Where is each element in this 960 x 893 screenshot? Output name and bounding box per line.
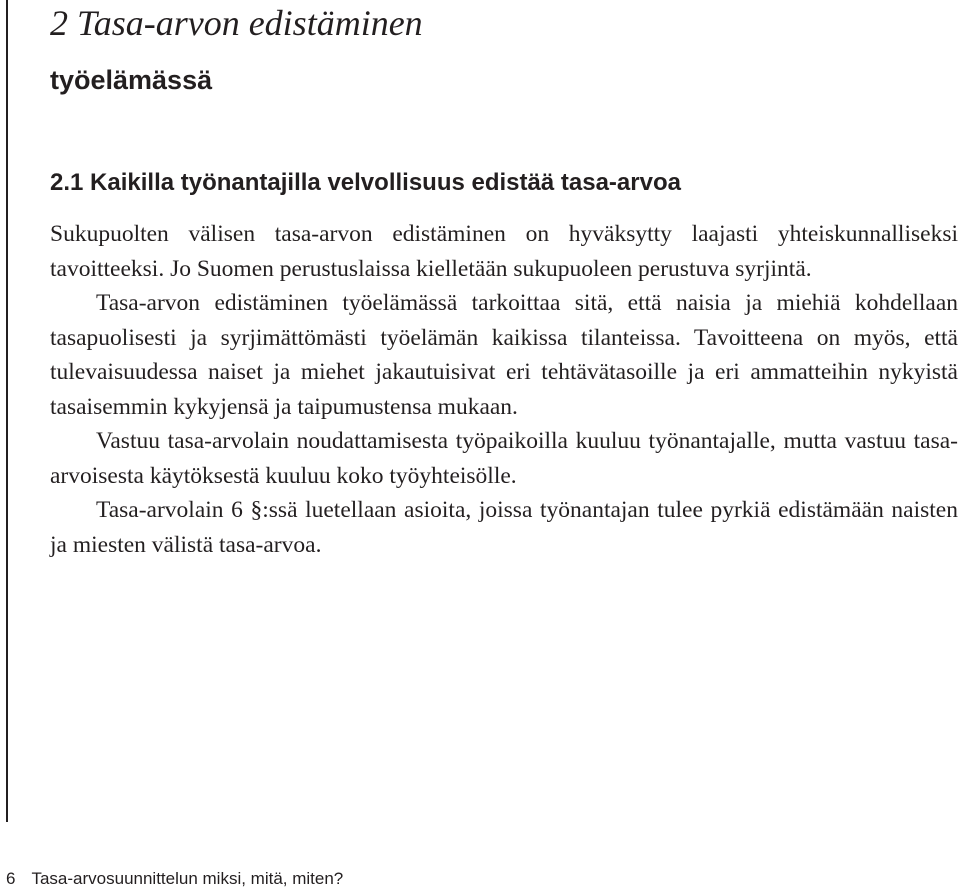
body-text <box>50 217 958 562</box>
paragraph-2: Tasa-arvon edistäminen työelämässä tarkoittaa sitä, että naisia ja miehiä kohdellaan tasapuolisesti ja syrjimättömästi työelämän kaikissa tilanteissa. Tavoitteena on myös, että tulevaisuudessa naiset ja miehet jakautuisivat eri tehtävätasoille ja eri ammatteihin nykyistä tasaisemmin kykyjensä ja taipumustensa mukaan. <box>50 290 958 420</box>
paragraph-3: Vastuu tasa-arvolain noudattamisesta työpaikoilla kuuluu työnantajalle, mutta vastuu tasa-arvoisesta käytöksestä kuuluu koko työyhteisölle. <box>50 428 958 489</box>
paragraph-1: Sukupuolten välisen tasa-arvon edistäminen on hyväksytty laajasti yhteiskunnalliseksi tavoitteeksi. Jo Suomen perustuslaissa kielletään sukupuoleen perustuva syrjintä. <box>50 221 958 282</box>
paragraph-4: Tasa-arvolain 6 §:ssä luetellaan asioita, joissa työnantajan tulee pyrkiä edistämään naisten ja miesten välistä tasa-arvoa. <box>50 497 958 558</box>
chapter-title: 2 Tasa-arvon edistäminen <box>50 3 423 43</box>
chapter-subtitle: työelämässä <box>50 65 213 95</box>
page-number: 6 <box>6 869 16 888</box>
margin-rule <box>6 0 8 822</box>
page-footer <box>6 868 343 890</box>
section-heading: 2.1 Kaikilla työnantajilla velvollisuus edistää tasa-arvoa <box>50 169 681 196</box>
running-title: Tasa-arvosuunnittelun miksi, mitä, miten? <box>31 869 344 888</box>
